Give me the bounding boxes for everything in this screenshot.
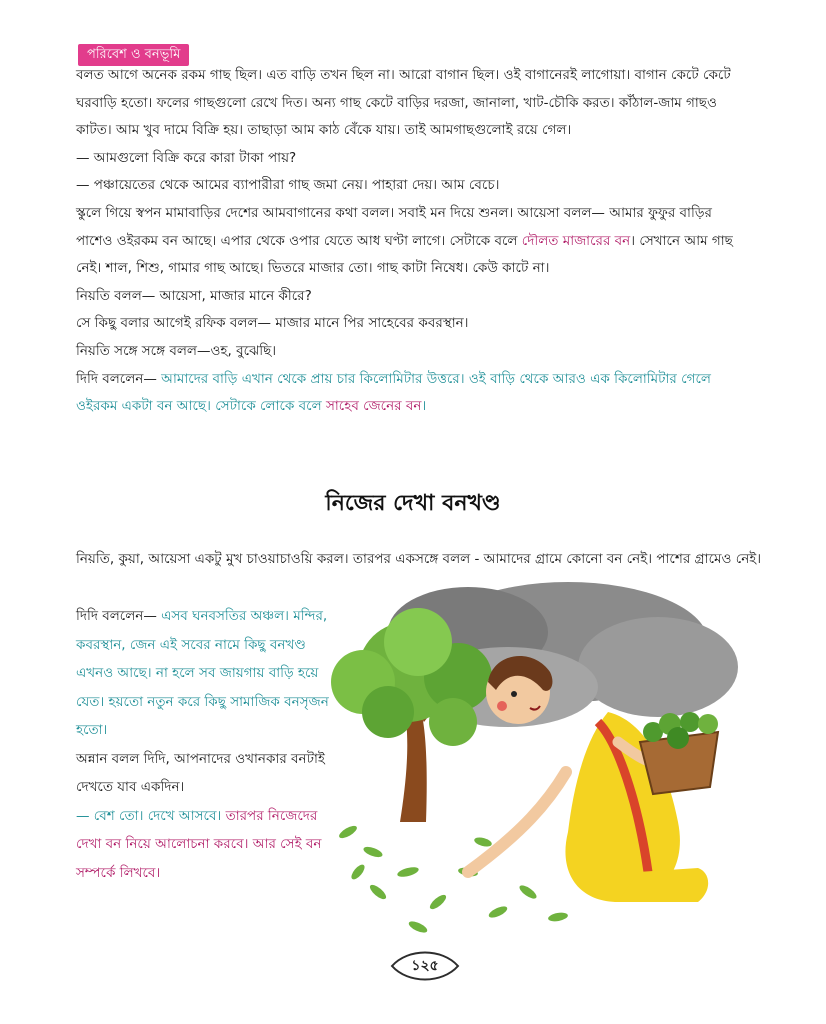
woman-collecting-leaves-illustration: [318, 572, 748, 942]
paragraph-1: বলত আগে অনেক রকম গাছ ছিল। এত বাড়ি তখন ছিল না। আরো বাগান ছিল। ওই বাগানেরই লাগোয়া। বাগান কেটে কেটে ঘরবাড়ি হতো। ফলের গাছগুলো রেখে দিত। অন্য গাছ কেটে বাড়ির দরজা, জানালা, খাট-চৌকি করত। কাঁঠাল-জাম গাছও কাটত। আম খুব দামে বিক্রি হয়। তাছাড়া আম কাঠ বেঁকে যায়। তাই আমগাছগুলোই রয়ে গেল।: [76, 67, 731, 139]
didi-said: দিদি বললেন—: [76, 370, 162, 387]
annan-paragraph: অন্নান বলল দিদি, আপনাদের ওখানকার বনটাই দেখতে যাব একদিন।: [76, 750, 325, 795]
page-number-badge: [388, 946, 462, 986]
didi-explanation: এসব ঘনবসতির অঞ্চল। মন্দির, কবরস্থান, জেন এই সবের নামে কিছু বনখণ্ড এখনও আছে। না হলে সব জায়গায় বাড়ি হয়ে যেত। হয়তো নতুন করে কিছু সামাজিক বনসৃজন হতো।: [76, 608, 329, 738]
didi-speech-end: ।: [421, 398, 427, 415]
reply-instruction: তারপর নিজেদের দেখা বন নিয়ে আলোচনা করবে। আর সেই বন সম্পর্কে লিখবে।: [76, 807, 322, 881]
section-heading: নিজের দেখা বনখণ্ড: [325, 491, 501, 516]
section1-text: [76, 62, 752, 421]
dialogue-column: [76, 602, 346, 887]
paragraph-4-text: স্কুলে গিয়ে স্বপন মামাবাড়ির দেশের আমবাগানের কথা বলল। সবাই মন দিয়ে শুনল। আয়েসা বলল— আমার ফুফুর বাড়ির পাশেও ওইরকম বন আছে। এপার থেকে ওপার যেতে আধ ঘণ্টা লাগে। সেটাকে বলে: [76, 204, 712, 249]
daulat-forest-name: দৌলত মাজারের বন: [521, 232, 631, 249]
page-number: ১২৫: [411, 958, 439, 974]
didi-prefix: দিদি বললেন—: [76, 608, 162, 624]
didi-speech: আমাদের বাড়ি এখান থেকে প্রায় চার কিলোমিটার উত্তরে। ওই বাড়ি থেকে আরও এক কিলোমিটার গেলে ওইরকম একটা বন আছে। সেটাকে লোকে বলে: [76, 370, 711, 415]
paragraph-6: সে কিছু বলার আগেই রফিক বলল— মাজার মানে পির সাহেবের কবরস্থান।: [76, 315, 469, 332]
reply-paragraph: [76, 802, 346, 888]
basket-with-leaves: [640, 712, 718, 794]
saheb-forest-name: সাহেব জেনের বন: [325, 398, 422, 415]
leaves-on-ground: [337, 824, 568, 935]
paragraph-2: — আমগুলো বিক্রি করে কারা টাকা পায়?: [76, 149, 297, 166]
paragraph-5: নিয়তি বলল— আয়েসা, মাজার মানে কীরে?: [76, 287, 312, 304]
intro-paragraph: নিয়তি, কুয়া, আয়েসা একটু মুখ চাওয়াচাওয়ি করল। তারপর একসঙ্গে বলল - আমাদের গ্রামে কোনো বন নেই। পাশের গ্রামেও নেই।: [76, 551, 762, 567]
reply-start: — বেশ তো। দেখে আসবে।: [76, 807, 226, 824]
paragraph-4: [76, 200, 752, 283]
paragraph-8: [76, 366, 752, 421]
paragraph-3: — পঞ্চায়েতের থেকে আমের ব্যাপারীরা গাছ জমা নেয়। পাহারা দেয়। আম বেচে।: [76, 177, 500, 194]
didi-paragraph: [76, 602, 346, 745]
paragraph-7: নিয়তি সঙ্গে সঙ্গে বলল—ওহ, বুঝেছি।: [76, 342, 277, 359]
chapter-label: পরিবেশ ও বনভূমি: [78, 44, 189, 66]
paragraph-4-text-end: । সেখানে আম গাছ নেই। শাল, শিশু, গামার গাছ আছে। ভিতরে মাজার তো। গাছ কাটা নিষেধ। কেউ কাটে না।: [76, 232, 733, 277]
